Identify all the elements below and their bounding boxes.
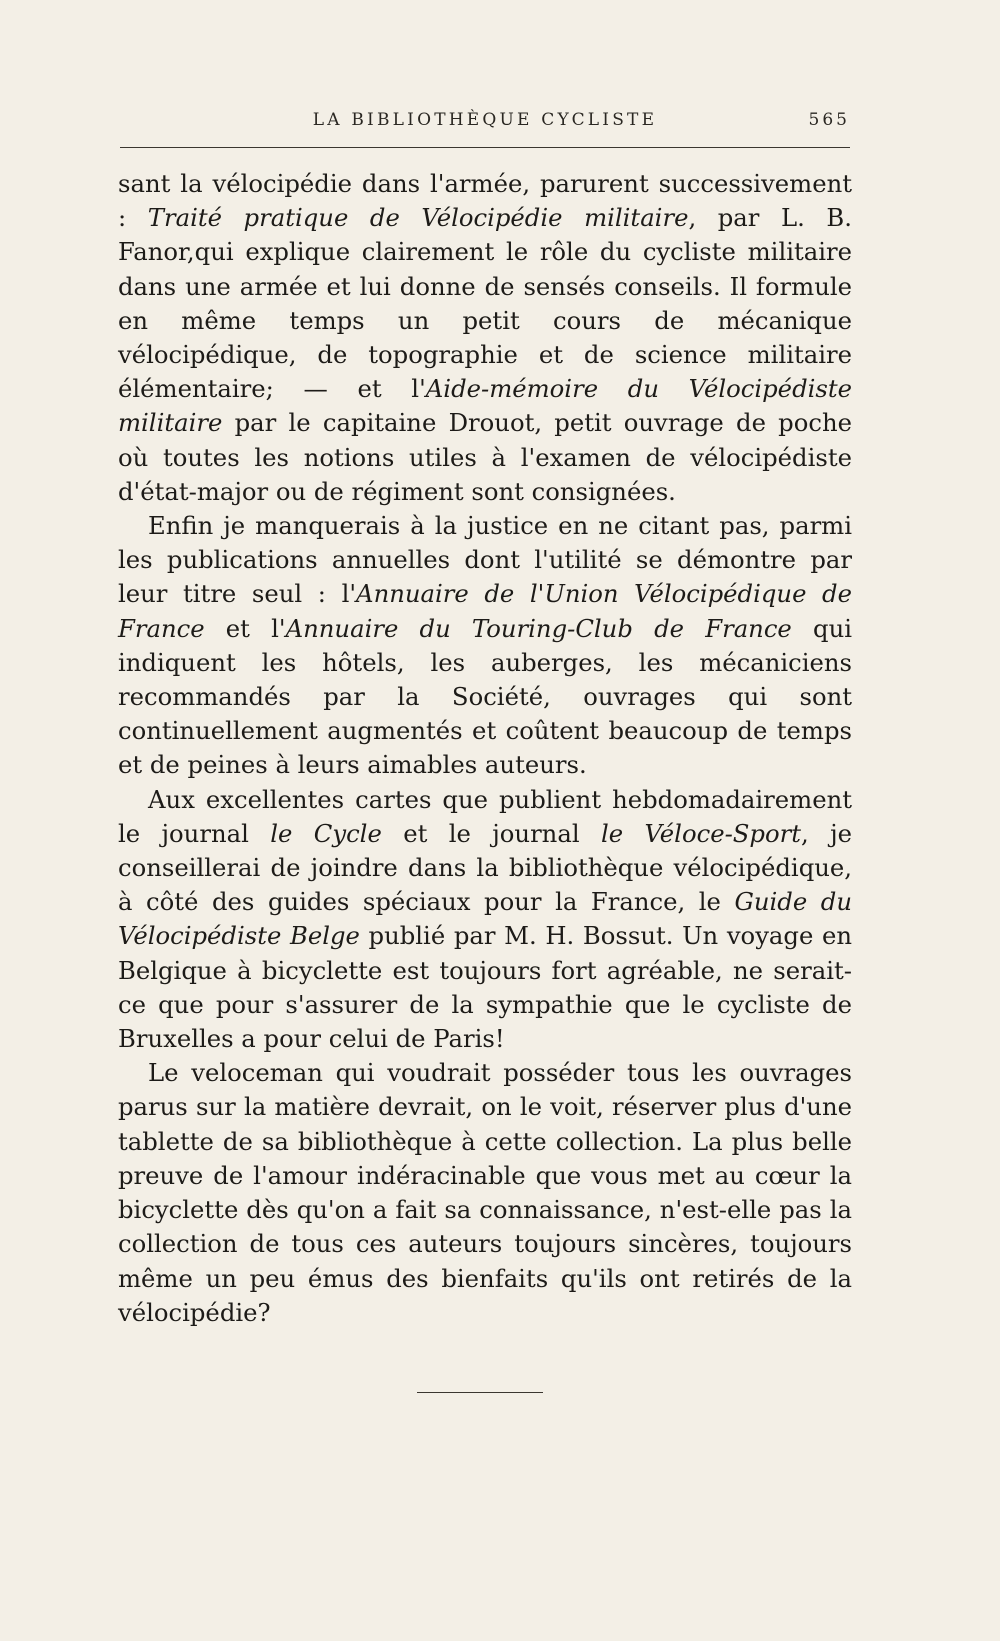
paragraph [118,509,852,783]
text-run: , je conseillerai de joindre dans la bibliothèque vélocipédique, à côté des guides spéciaux pour la France, le [118,818,853,917]
text-run: , par L. B. Fanor,qui explique clairement le rôle du cycliste militaire dans une armée et lui donne de sensés conseils. Il formule en même temps un petit cours de mécanique vélocipédique, de topographie et de science militaire élémentaire; — et l' [118,203,852,404]
end-rule [417,1392,543,1393]
italic-title: le Véloce-Sport [600,818,801,848]
italic-title: Traité pratique de Vélocipédie militaire [147,203,689,233]
italic-title: Annuaire du Touring-Club de France [285,613,792,643]
text-run: Le veloceman qui voudrait posséder tous les ouvrages parus sur la matière devrait, on le voit, réserver plus d'une tablette de sa bibliothèque à cette collection. La plus belle preuve de l'amour indéracinable que vous met au cœur la bicyclette dès qu'on a fait sa connaissance, n'est-elle pas la collection de tous ces auteurs toujours sincères, toujours même un peu émus des bienfaits qu'ils ont retirés de la vélocipédie? [118,1058,852,1327]
running-title: LA BIBLIOTHÈQUE CYCLISTE [312,110,658,130]
text-run: Aux excellentes cartes que publient hebdomadairement le journal [118,784,852,848]
paragraph [118,783,852,1057]
header-rule [120,147,850,148]
page-number: 565 [808,110,850,130]
text-run: et l' [204,613,286,643]
text-run: publié par M. H. Bossut. Un voyage en Belgique à bicyclette est toujours fort agréable, ne serait-ce que pour s'assurer de la sympathie que le cycliste de Bruxelles a pour celui de Paris! [118,921,852,1054]
italic-title: Aide-mémoire du Vélocipédiste militaire [118,374,852,438]
italic-title: Annuaire de l'Union Vélocipédique de France [118,579,852,643]
italic-title: Guide du Vélocipédiste Belge [118,887,852,951]
body-text [118,167,852,1330]
paragraph [118,167,852,509]
running-head [120,108,850,138]
paragraph [118,1056,852,1330]
text-run: et le journal [381,818,601,848]
text-run: par le capitaine Drouot, petit ouvrage de poche où toutes les notions utiles à l'examen de vélocipédiste d'état-major ou de régiment sont consignées. [118,408,852,506]
text-run: sant la vélocipédie dans l'armée, parurent successivement : [118,169,852,233]
text-run: Enfin je manquerais à la justice en ne citant pas, parmi les publications annuelles dont l'utilité se démontre par leur titre seul : l' [118,511,852,609]
italic-title: le Cycle [270,818,382,848]
text-run: qui indiquent les hôtels, les auberges, les mécaniciens recommandés par la Société, ouvrages qui sont continuellement augmentés et coûtent beaucoup de temps et de peines à leurs aimables auteurs. [118,613,852,780]
